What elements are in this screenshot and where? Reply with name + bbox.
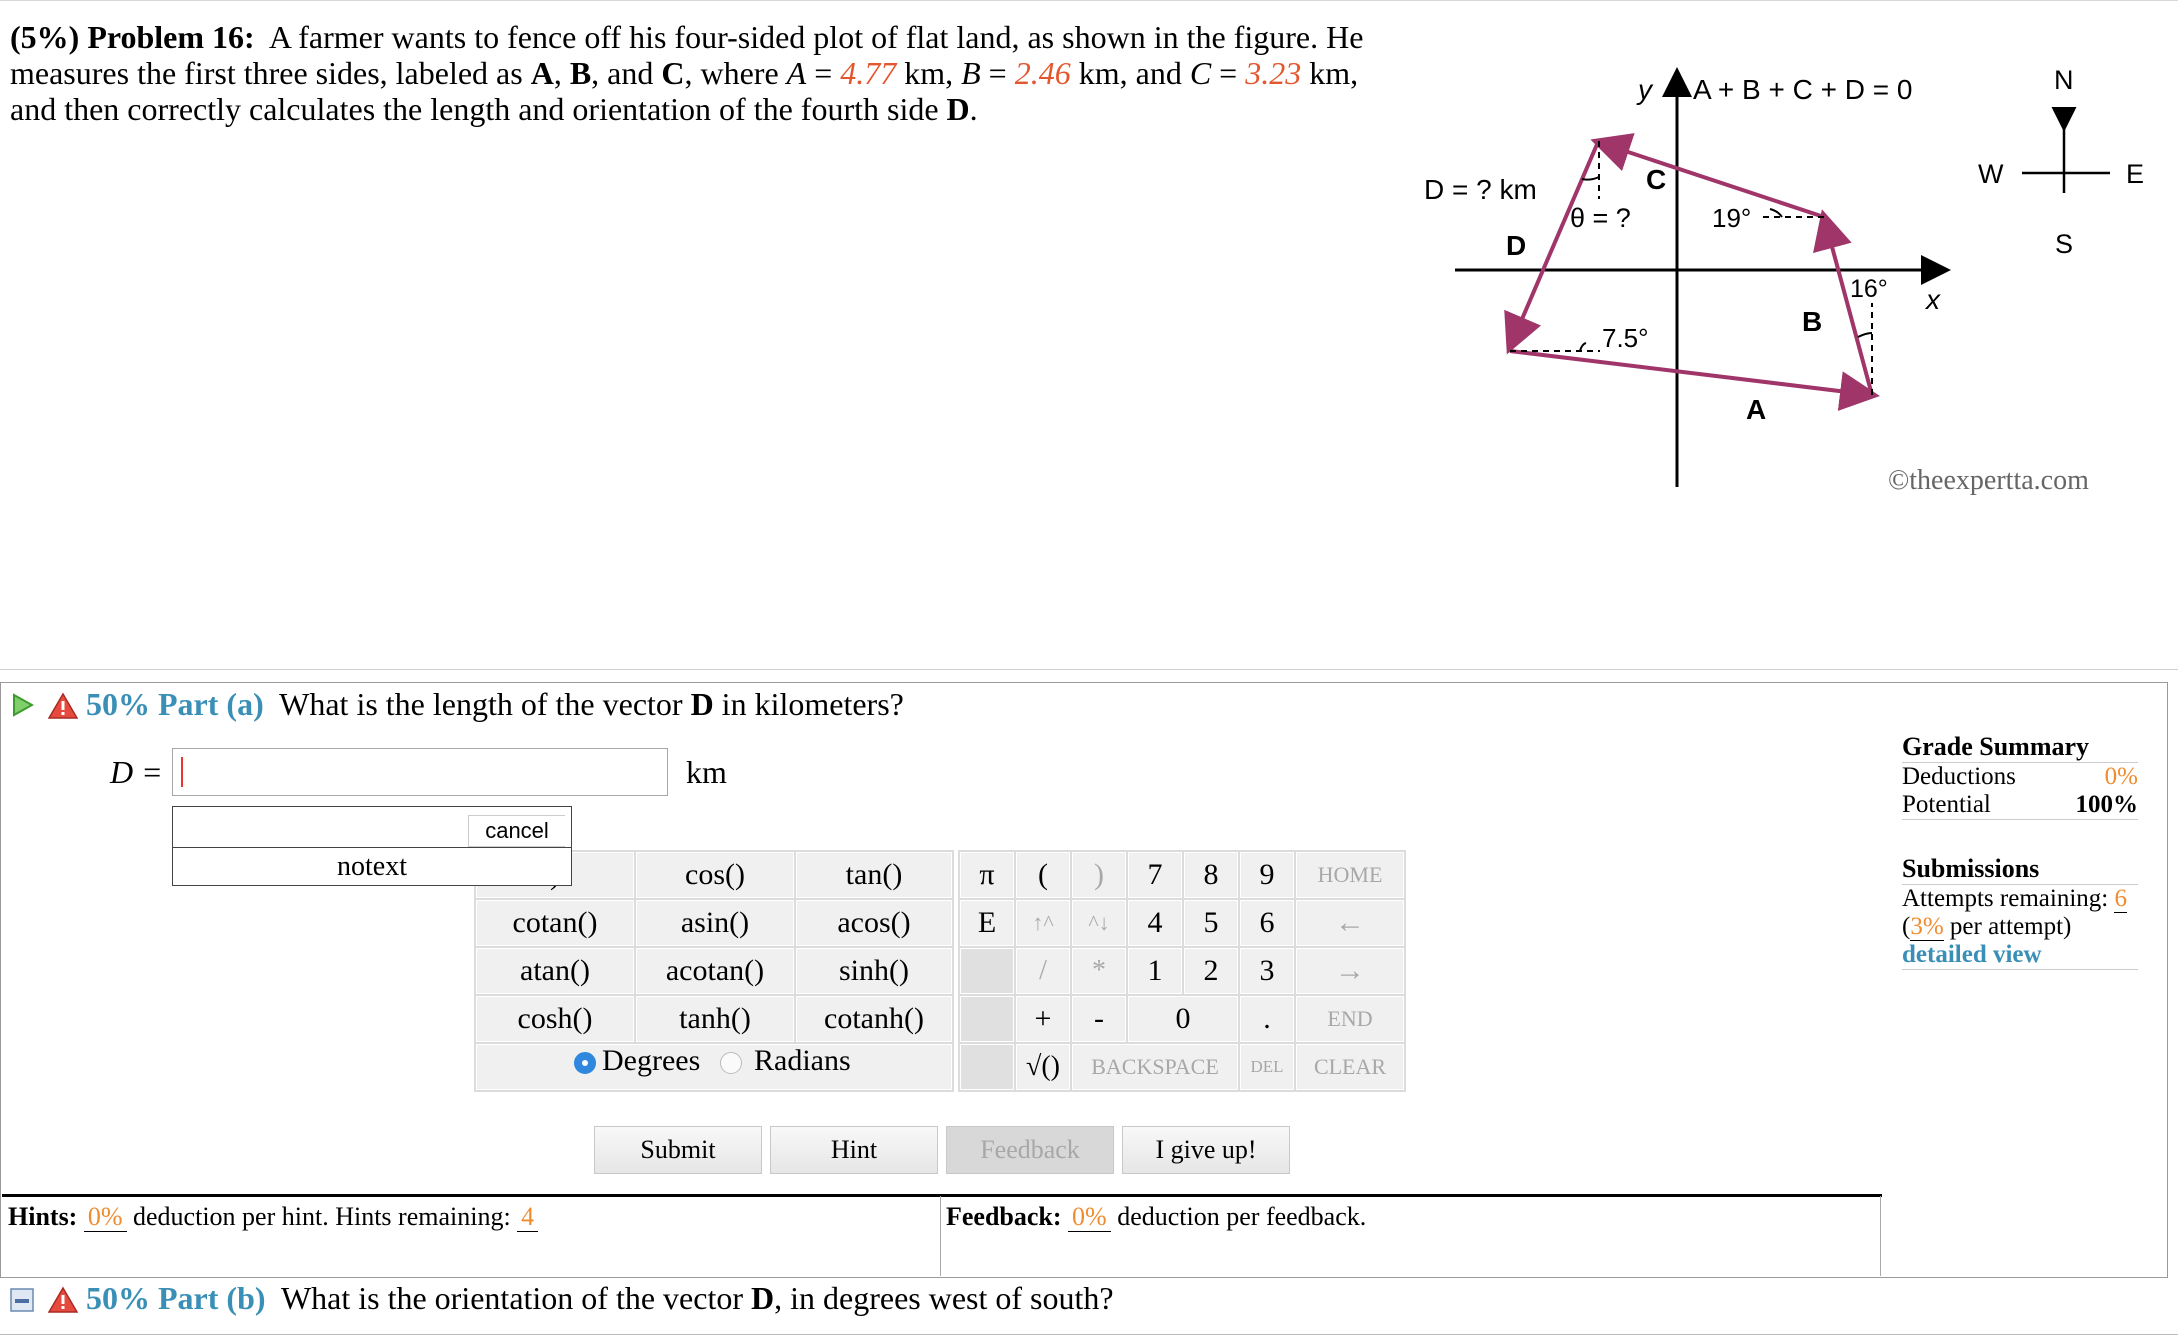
key-end[interactable]: END [1296, 996, 1404, 1042]
feedback-info [946, 1202, 1366, 1232]
b-vector-label: B [1802, 306, 1823, 337]
unit-c: km [1309, 55, 1351, 91]
bottom-divider [0, 1334, 2178, 1335]
key-sqrt[interactable]: √() [1016, 1044, 1070, 1090]
key-acos[interactable]: acos() [796, 900, 952, 946]
attempts-label: Attempts remaining: [1902, 885, 2109, 912]
side-a-label: A [530, 55, 554, 91]
key-2[interactable]: 2 [1184, 948, 1238, 994]
per-attempt-open: ( [1902, 913, 1911, 940]
key-open-paren[interactable]: ( [1016, 852, 1070, 898]
key-divide[interactable]: / [1016, 948, 1070, 994]
key-sinh[interactable]: sinh() [796, 948, 952, 994]
problem-statement: (5%) Problem 16: A farmer wants to fence off his four-sided plot of flat land, as shown in the figure. He measures the first three sides, labeled as A, B, and C, where A = 4.77 km, B = 2.46 km, and C = 3.23 km, and then correctly calculates the length and orientation of the fourth side D. [10, 19, 1364, 127]
b-value: 2.46 [1014, 55, 1071, 91]
per-attempt-value: 3% [1910, 913, 1944, 940]
problem-text-3: and then correctly calculates the length and orientation of the fourth side [10, 91, 939, 127]
part-b-question: What is the orientation of the vector [280, 1280, 743, 1316]
feedback-label: Feedback: [946, 1202, 1062, 1231]
key-cotanh[interactable]: cotanh() [796, 996, 952, 1042]
part-a-var: D [690, 686, 714, 722]
hint-button[interactable]: Hint [770, 1126, 938, 1174]
key-6[interactable]: 6 [1240, 900, 1294, 946]
side-d-label: D [946, 91, 970, 127]
vector-c [1598, 142, 1824, 217]
key-cos[interactable]: cos() [636, 852, 794, 898]
c-value: 3.23 [1245, 55, 1302, 91]
part-b-label: Part (b) [158, 1280, 266, 1316]
degrees-radio[interactable] [574, 1052, 596, 1074]
angle-19-label: 19° [1712, 203, 1752, 233]
hints-info [8, 1202, 538, 1232]
submit-button[interactable]: Submit [594, 1126, 762, 1174]
watermark: ©theexpertta.com [1888, 465, 2089, 496]
key-3[interactable]: 3 [1240, 948, 1294, 994]
compass-w: W [1978, 159, 2004, 189]
a-vector-label: A [1746, 394, 1767, 425]
side-c-label: C [661, 55, 685, 91]
key-dot[interactable]: . [1240, 996, 1294, 1042]
key-0[interactable]: 0 [1128, 996, 1238, 1042]
key-4[interactable]: 4 [1128, 900, 1182, 946]
key-7[interactable]: 7 [1128, 852, 1182, 898]
key-left-arrow[interactable]: ← [1296, 900, 1404, 946]
hints-feedback-separator [940, 1196, 941, 1276]
arc-19 [1770, 209, 1782, 217]
per-attempt-text: per attempt) [1949, 913, 2072, 940]
grade-summary-title: Grade Summary [1902, 732, 2138, 763]
key-blank-2 [960, 996, 1014, 1042]
per-attempt-row [1902, 913, 2138, 941]
key-multiply[interactable]: * [1072, 948, 1126, 994]
vector-b [1824, 217, 1872, 395]
key-9[interactable]: 9 [1240, 852, 1294, 898]
part-a-percent: 50% [86, 686, 150, 722]
submissions-title: Submissions [1902, 854, 2138, 885]
give-up-button[interactable]: I give up! [1122, 1126, 1290, 1174]
key-plus[interactable]: + [1016, 996, 1070, 1042]
compass-n: N [2054, 65, 2074, 95]
hints-label: Hints: [8, 1202, 78, 1231]
hints-percent: 0% [84, 1202, 127, 1232]
answer-input[interactable] [172, 748, 668, 796]
autocomplete-popup [172, 806, 572, 886]
problem-text-1: A farmer wants to fence off his four-sided plot of flat land, as shown in the figure. He measures the first three sides, labeled as [10, 19, 1364, 91]
deductions-label: Deductions [1902, 763, 2016, 790]
problem-text-2: where [700, 55, 779, 91]
key-up[interactable]: ↑^ [1016, 900, 1070, 946]
deductions-row [1902, 763, 2138, 791]
feedback-button[interactable]: Feedback [946, 1126, 1114, 1174]
angle-75-label: 7.5° [1602, 323, 1649, 353]
key-minus[interactable]: - [1072, 996, 1126, 1042]
arc-16 [1858, 333, 1872, 337]
theta-label: θ = ? [1570, 203, 1631, 233]
compass-s: S [2055, 229, 2074, 259]
part-b-title [86, 1280, 1114, 1317]
key-clear[interactable]: CLEAR [1296, 1044, 1404, 1090]
warning-icon [48, 692, 78, 720]
y-axis-label: y [1638, 74, 1652, 105]
answer-label: D = [110, 754, 163, 790]
key-down[interactable]: ^↓ [1072, 900, 1126, 946]
answer-unit: km [686, 754, 727, 790]
key-atan[interactable]: atan() [476, 948, 634, 994]
problem-label: Problem 16: [87, 19, 255, 55]
vector-figure [1410, 41, 2170, 501]
angle-mode-row [476, 1044, 952, 1090]
key-right-arrow[interactable]: → [1296, 948, 1404, 994]
detailed-view-link[interactable]: detailed view [1902, 941, 2138, 970]
key-del[interactable]: DEL [1240, 1044, 1294, 1090]
c-vector-label: C [1646, 164, 1667, 195]
side-b-label: B [569, 55, 592, 91]
key-backspace[interactable]: BACKSPACE [1072, 1044, 1238, 1090]
popup-divider [173, 847, 571, 848]
key-5[interactable]: 5 [1184, 900, 1238, 946]
part-a-question: What is the length of the vector [279, 686, 683, 722]
key-blank [960, 948, 1014, 994]
hints-text: deduction per hint. Hints remaining: [133, 1202, 511, 1231]
vector-a [1510, 351, 1872, 395]
key-1[interactable]: 1 [1128, 948, 1182, 994]
attempts-row [1902, 885, 2138, 913]
radians-radio[interactable] [720, 1052, 742, 1074]
part-b-question-end: , in degrees west of south? [774, 1280, 1114, 1316]
unit-a: km [904, 55, 946, 91]
attempts-value: 6 [2114, 885, 2127, 912]
part-a-title [86, 686, 904, 723]
feedback-right-separator [1880, 1196, 1881, 1276]
warning-icon-b [48, 1286, 78, 1314]
grade-summary [1902, 732, 2138, 970]
part-b-var: D [751, 1280, 775, 1316]
part-b-percent: 50% [86, 1280, 150, 1316]
feedback-text: deduction per feedback. [1117, 1202, 1367, 1231]
key-tanh[interactable]: tanh() [636, 996, 794, 1042]
deductions-value: 0% [2104, 763, 2138, 790]
degrees-label: Degrees [602, 1044, 701, 1077]
autocomplete-text[interactable]: notext [337, 851, 407, 882]
unit-b: km [1078, 55, 1120, 91]
arc-75 [1580, 343, 1586, 351]
hints-divider [2, 1194, 1882, 1197]
key-home[interactable]: HOME [1296, 852, 1404, 898]
key-cotan[interactable]: cotan() [476, 900, 634, 946]
feedback-percent: 0% [1068, 1202, 1111, 1232]
key-close-paren[interactable]: ) [1072, 852, 1126, 898]
angle-16-label: 16° [1850, 275, 1888, 303]
d-unknown-label: D = ? km [1424, 174, 1537, 205]
collapse-icon[interactable] [10, 1288, 34, 1312]
radians-label: Radians [754, 1044, 851, 1077]
key-blank-3 [960, 1044, 1014, 1090]
potential-label: Potential [1902, 791, 1991, 818]
key-8[interactable]: 8 [1184, 852, 1238, 898]
key-cosh[interactable]: cosh() [476, 996, 634, 1042]
potential-value: 100% [2075, 791, 2138, 818]
problem-points: (5%) [10, 19, 80, 55]
d-vector-label: D [1506, 230, 1527, 261]
potential-row [1902, 791, 2138, 820]
x-axis-label: x [1926, 284, 1940, 315]
part-a-label: Part (a) [158, 686, 264, 722]
part-a-question-end: in kilometers? [721, 686, 904, 722]
key-acotan[interactable]: acotan() [636, 948, 794, 994]
expand-arrow-icon[interactable] [12, 692, 34, 718]
key-e[interactable]: E [960, 900, 1014, 946]
hints-remaining: 4 [517, 1202, 538, 1232]
autocomplete-cancel-button[interactable]: cancel [468, 815, 565, 847]
key-asin[interactable]: asin() [636, 900, 794, 946]
text-caret [181, 757, 183, 787]
equation-label: A + B + C + D = 0 [1693, 74, 1913, 105]
key-tan[interactable]: tan() [796, 852, 952, 898]
compass-e: E [2126, 159, 2145, 189]
a-value: 4.77 [840, 55, 897, 91]
key-pi[interactable]: π [960, 852, 1014, 898]
